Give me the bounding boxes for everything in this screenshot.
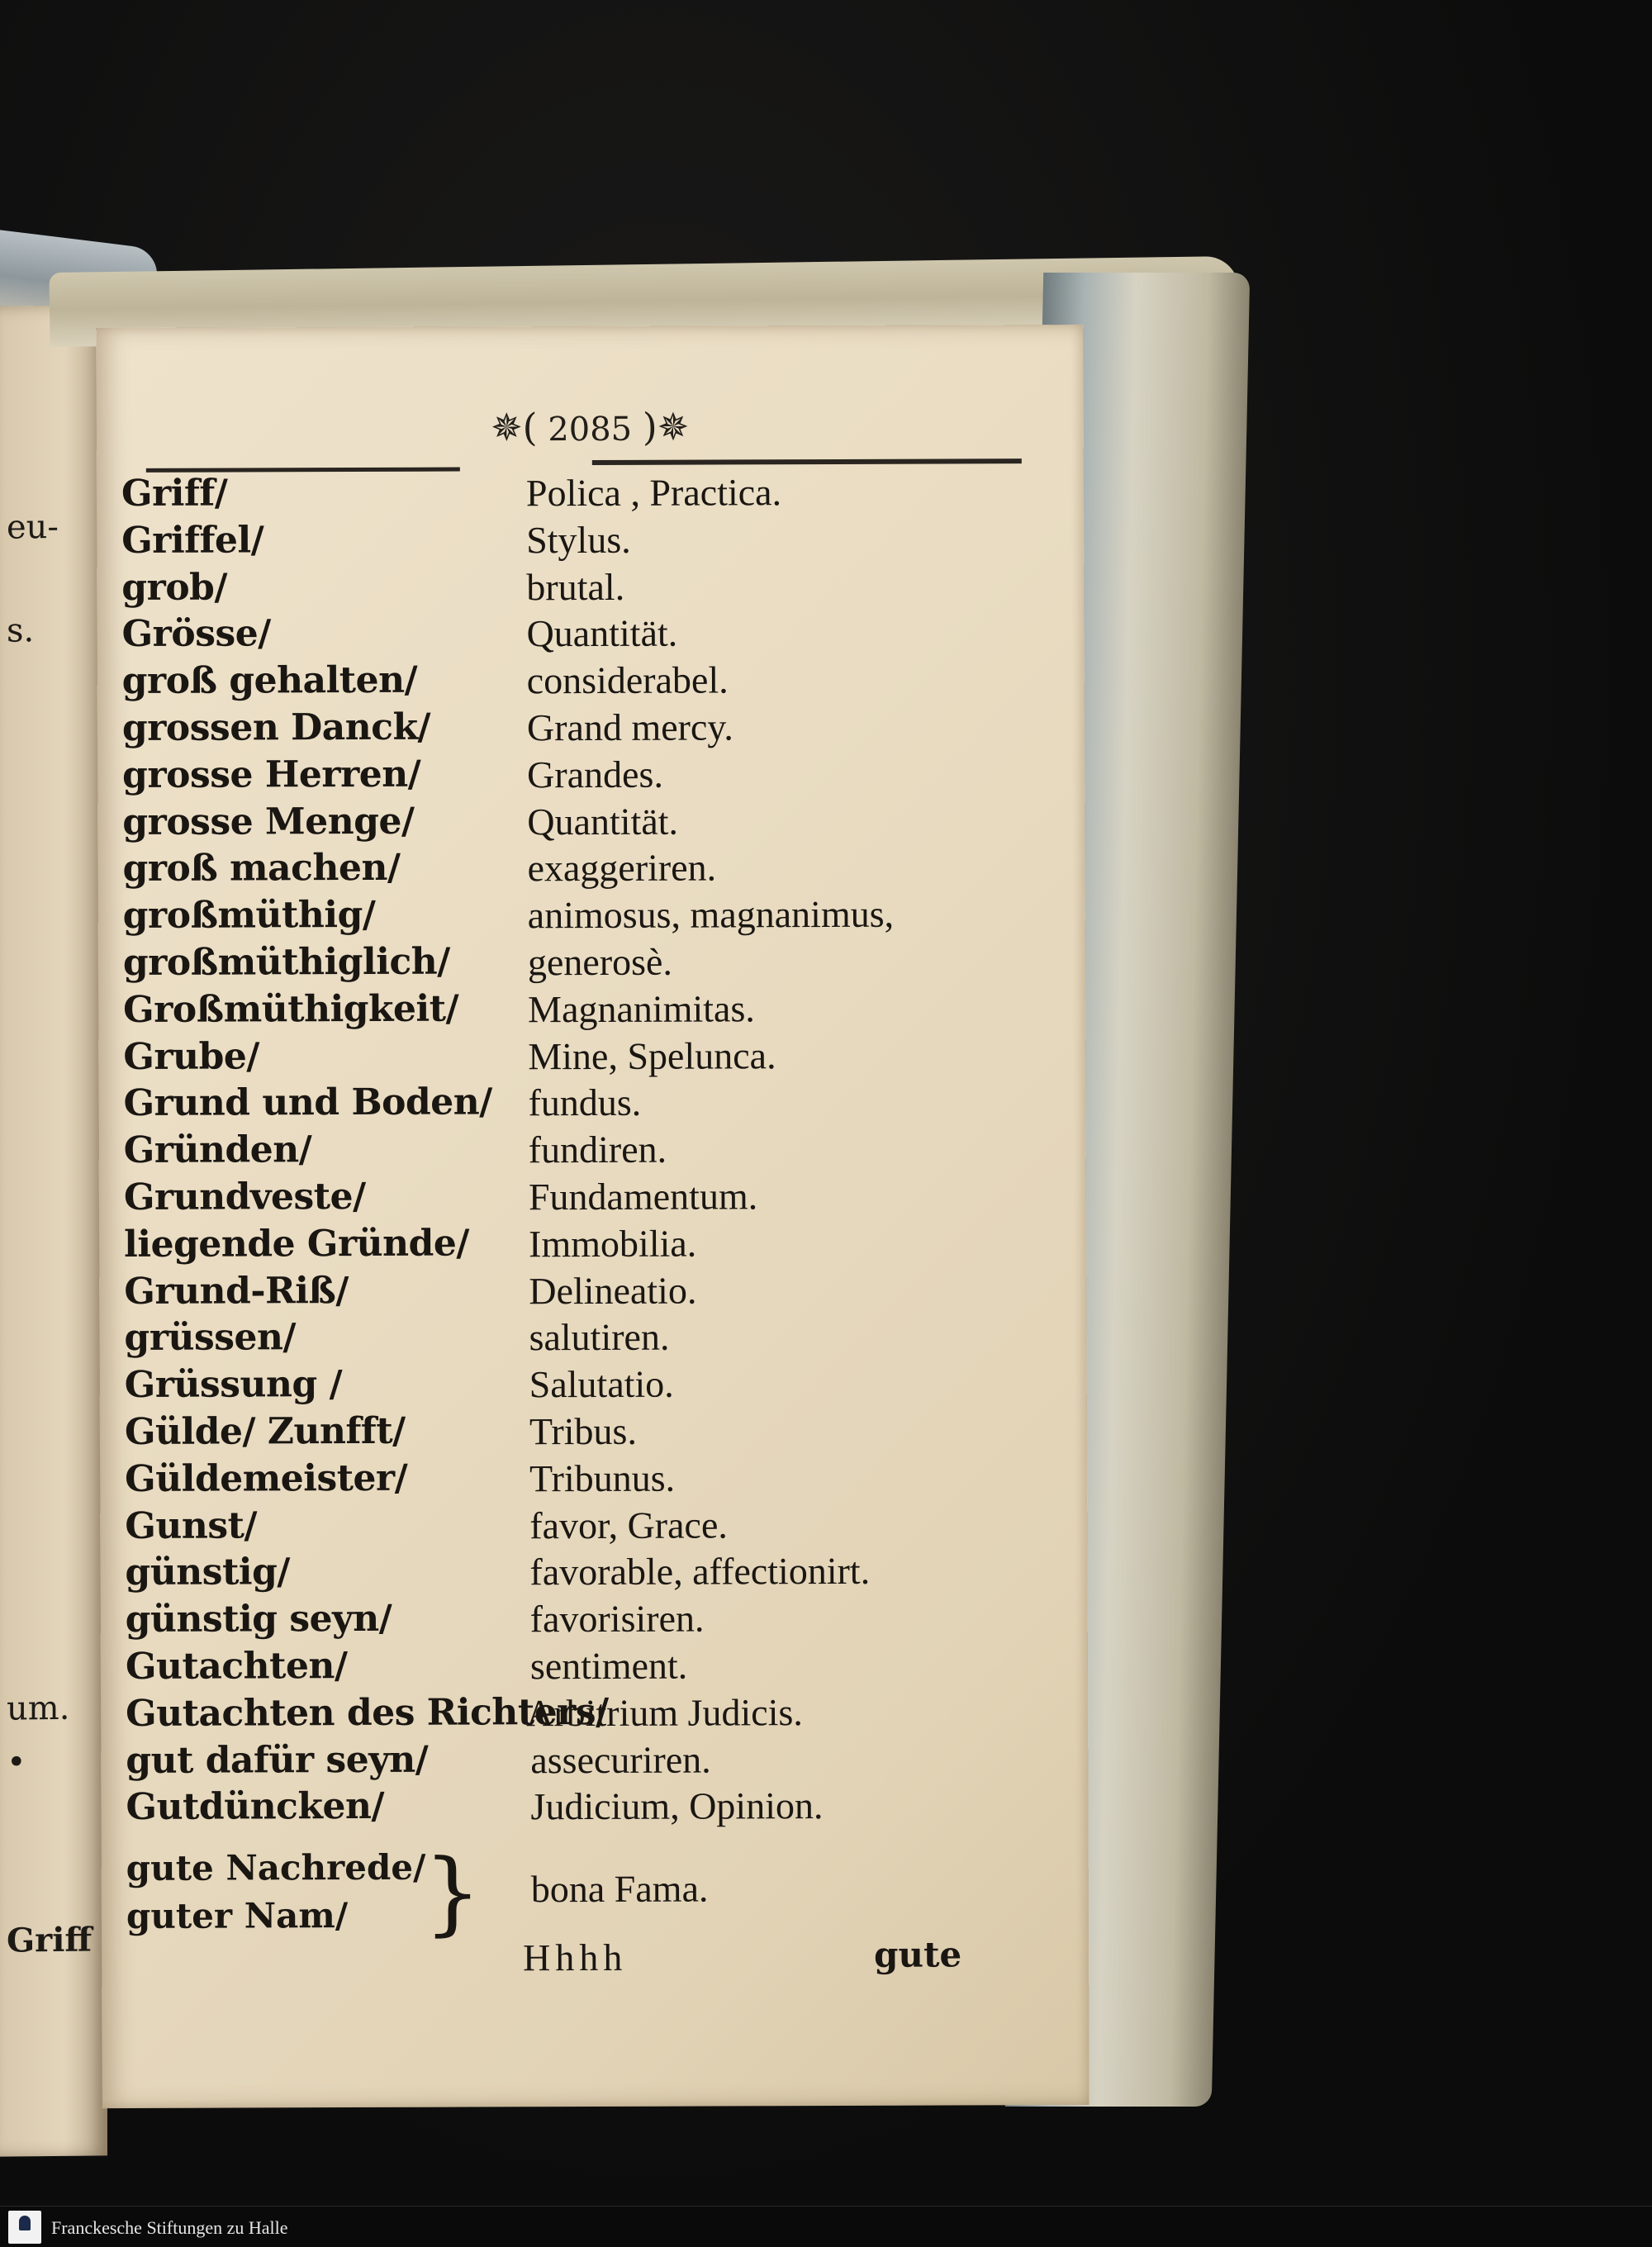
translation: exaggeriren. xyxy=(527,846,717,890)
german-term: Gutachten/ xyxy=(125,1644,348,1688)
german-term: Grösse/ xyxy=(121,612,271,656)
dictionary-entry xyxy=(125,1502,1050,1552)
german-term: Gutachten des Richters/ xyxy=(126,1690,609,1735)
dictionary-entry xyxy=(122,657,1047,707)
left-page-fragment: s. xyxy=(7,611,35,650)
left-page xyxy=(0,305,107,2156)
ornament-left-icon: ✵( xyxy=(490,405,538,450)
german-term: grüssen/ xyxy=(124,1316,297,1360)
german-term: Griff/ xyxy=(121,472,228,515)
dictionary-entry xyxy=(125,1455,1050,1505)
german-term: Grund und Boden/ xyxy=(123,1081,492,1125)
dictionary-entry xyxy=(124,1173,1049,1223)
dictionary-entry xyxy=(124,1126,1049,1176)
translation: animosus, magnanimus, xyxy=(527,892,895,937)
dictionary-entry xyxy=(125,1548,1050,1599)
dictionary-entry xyxy=(124,1220,1049,1271)
translation: favor, Grace. xyxy=(529,1503,728,1546)
dictionary-entry xyxy=(121,610,1047,660)
translation: bona Fama. xyxy=(530,1867,709,1911)
german-term: Grund-Riß/ xyxy=(124,1269,349,1313)
german-term: Griffel/ xyxy=(121,519,264,562)
german-term: günstig seyn/ xyxy=(125,1597,392,1641)
dictionary-entry xyxy=(122,844,1047,895)
german-term: groß gehalten/ xyxy=(121,658,418,703)
translation: Delineatio. xyxy=(529,1269,697,1312)
left-page-fragment: Griff xyxy=(7,1920,93,1960)
dictionary-entry xyxy=(121,563,1047,614)
dictionary-entry xyxy=(126,1642,1051,1693)
translation: salutiren. xyxy=(529,1316,670,1359)
german-term: guter Nam/ xyxy=(126,1895,349,1936)
translation: Grand mercy. xyxy=(526,705,733,749)
german-term: gute Nachrede/ xyxy=(126,1846,426,1888)
dictionary-entry xyxy=(121,516,1047,567)
dictionary-entry xyxy=(125,1361,1050,1411)
translation: Immobilia. xyxy=(529,1222,697,1266)
translation: favorable, affectionirt. xyxy=(529,1550,871,1594)
german-term: Gülde/ Zunfft/ xyxy=(124,1409,406,1453)
left-page-fragment: um. xyxy=(7,1689,70,1728)
translation: Tribunus. xyxy=(529,1456,676,1500)
dictionary-entry xyxy=(123,1079,1048,1129)
left-page-fragment: eu- xyxy=(7,507,59,547)
translation: Stylus. xyxy=(526,518,631,562)
translation: fundus. xyxy=(528,1081,642,1124)
german-term: groß machen/ xyxy=(122,847,401,891)
signature-mark: Hhhh xyxy=(523,1936,628,1979)
german-term: Gründen/ xyxy=(123,1128,312,1172)
dictionary-entry xyxy=(124,1314,1049,1364)
german-term: Großmüthigkeit/ xyxy=(123,987,459,1031)
translation: generosè. xyxy=(527,940,672,984)
german-term: großmüthiglich/ xyxy=(122,940,450,984)
header-rule-right xyxy=(592,458,1022,465)
translation: Fundamentum. xyxy=(528,1175,758,1219)
translation: brutal. xyxy=(526,565,625,608)
german-term: grosse Menge/ xyxy=(122,800,415,843)
german-term: günstig/ xyxy=(125,1551,290,1594)
dictionary-entry xyxy=(122,798,1047,848)
translation: Quantität. xyxy=(527,800,679,843)
german-term: großmüthig/ xyxy=(122,894,376,938)
dictionary-entry xyxy=(125,1408,1050,1458)
dictionary-entries xyxy=(121,469,1051,1833)
translation: Judicium, Opinion. xyxy=(530,1784,824,1828)
page-number: 2085 xyxy=(548,410,633,449)
left-page-fragment: • xyxy=(7,1743,26,1782)
german-term: Grundveste/ xyxy=(123,1175,366,1219)
dictionary-entry xyxy=(126,1736,1051,1787)
dictionary-entry xyxy=(121,469,1047,520)
german-term: Grube/ xyxy=(123,1034,259,1078)
german-term: liegende Gründe/ xyxy=(124,1222,470,1266)
german-term: Gutdüncken/ xyxy=(126,1785,385,1829)
dictionary-entry xyxy=(122,704,1047,754)
ornament-right-icon: )✵ xyxy=(642,404,690,449)
german-term: grob/ xyxy=(121,566,228,609)
page-header xyxy=(97,403,1084,451)
translation: Polica , Practica. xyxy=(525,471,782,515)
catchword: gute xyxy=(874,1934,962,1975)
dictionary-entry xyxy=(126,1689,1051,1740)
dictionary-entry xyxy=(123,938,1048,989)
translation: Arbitrium Judicis. xyxy=(526,1690,803,1735)
dictionary-entry xyxy=(123,1033,1048,1083)
credit-text: Franckesche Stiftungen zu Halle xyxy=(51,2217,288,2238)
dictionary-entry xyxy=(126,1783,1051,1833)
translation: Tribus. xyxy=(529,1409,637,1453)
dictionary-entry xyxy=(123,986,1048,1036)
translation: Mine, Spelunca. xyxy=(528,1033,776,1077)
dictionary-entry xyxy=(126,1595,1051,1646)
translation: considerabel. xyxy=(526,658,729,702)
translation: Salutatio. xyxy=(529,1362,674,1406)
dictionary-entry xyxy=(124,1267,1049,1318)
german-term: grosse Herren/ xyxy=(122,753,421,796)
translation: favorisiren. xyxy=(529,1597,705,1641)
translation: Grandes. xyxy=(527,753,664,796)
translation: sentiment. xyxy=(529,1644,688,1688)
german-term: grossen Danck/ xyxy=(121,705,431,749)
institution-logo-icon xyxy=(8,2211,41,2244)
translation: Magnanimitas. xyxy=(528,987,755,1031)
translation: assecuriren. xyxy=(530,1738,711,1781)
german-term: Grüssung / xyxy=(124,1363,343,1407)
dictionary-entry xyxy=(122,751,1047,801)
dictionary-entry xyxy=(123,891,1048,942)
book-page xyxy=(96,325,1089,2108)
german-term: Gunst/ xyxy=(125,1504,258,1547)
brace-icon: } xyxy=(423,1839,482,1945)
translation: Quantität. xyxy=(526,612,678,655)
german-term: Güldemeister/ xyxy=(125,1456,408,1500)
credit-bar xyxy=(0,2206,1652,2247)
german-term: gut dafür seyn/ xyxy=(126,1738,429,1782)
translation: fundiren. xyxy=(528,1128,667,1171)
